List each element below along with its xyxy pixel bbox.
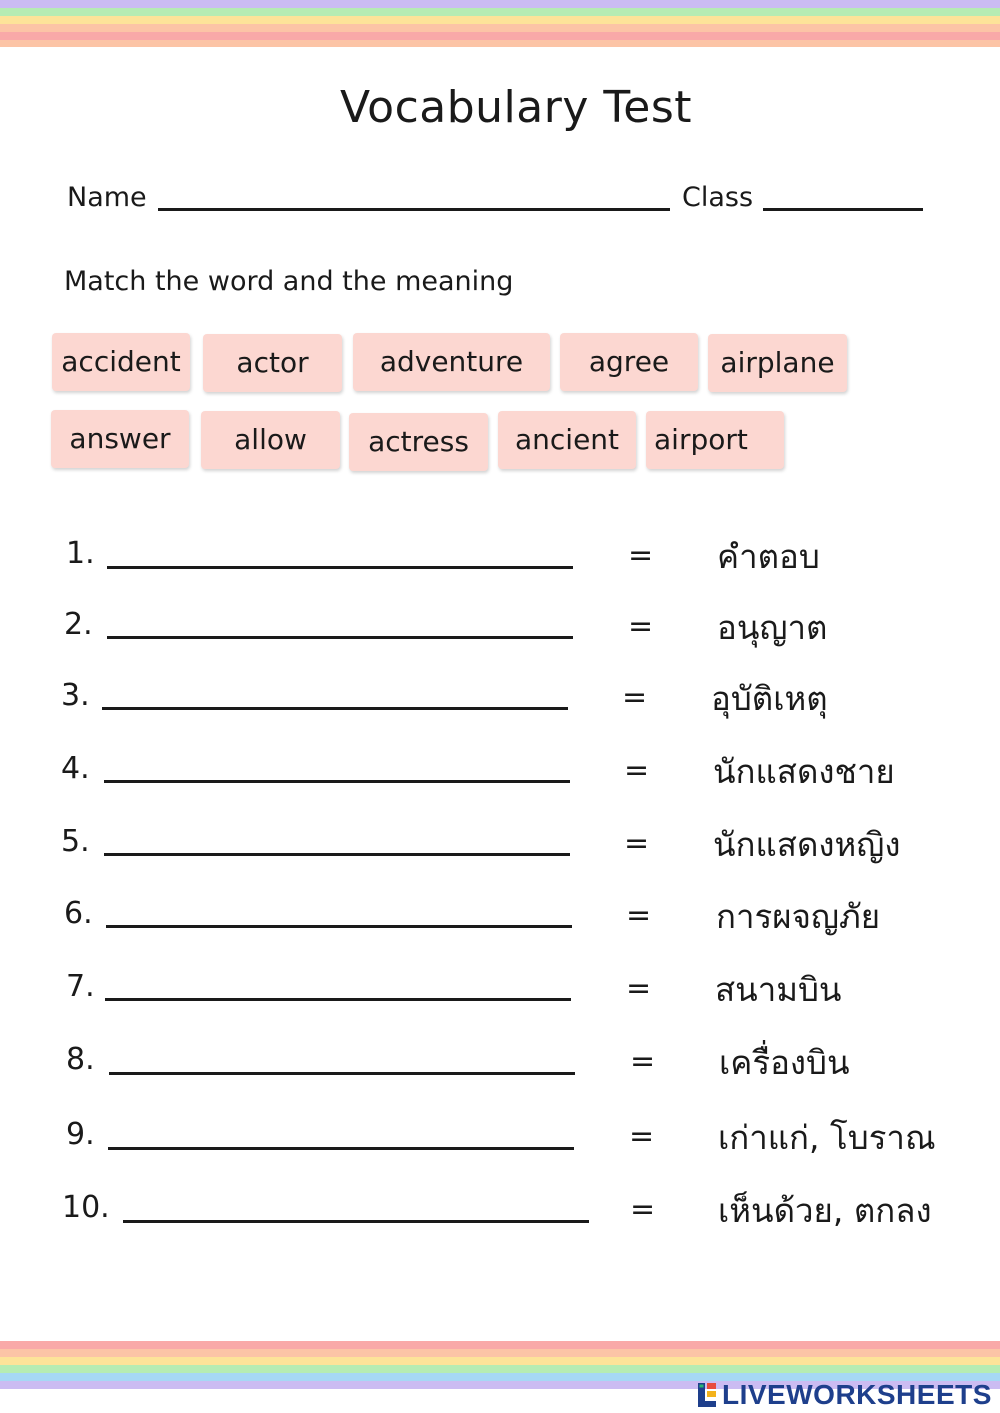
item-number: 5. — [61, 824, 90, 859]
equals-sign: = — [628, 538, 654, 573]
liveworksheets-logo[interactable] — [696, 1378, 992, 1412]
word-chip[interactable]: accident — [52, 333, 190, 391]
instruction-text: Match the word and the meaning — [64, 266, 514, 297]
word-chip[interactable]: adventure — [353, 333, 550, 391]
name-label: Name — [67, 182, 147, 213]
name-field[interactable] — [158, 208, 670, 211]
item-number: 6. — [64, 896, 93, 931]
class-field[interactable] — [763, 208, 923, 211]
word-chip[interactable]: allow — [201, 411, 340, 469]
word-chip[interactable]: airplane — [708, 334, 847, 392]
answer-blank[interactable] — [102, 707, 568, 710]
thai-meaning: เครื่องบิน — [719, 1043, 850, 1082]
thai-meaning: นักแสดงชาย — [713, 752, 895, 791]
thai-meaning: นักแสดงหญิง — [713, 825, 901, 864]
answer-blank[interactable] — [107, 636, 573, 639]
item-number: 3. — [61, 678, 90, 713]
answer-blank[interactable] — [109, 1072, 575, 1075]
thai-meaning: เห็นด้วย, ตกลง — [718, 1191, 932, 1230]
answer-blank[interactable] — [106, 925, 572, 928]
thai-meaning: คำตอบ — [717, 537, 820, 576]
thai-meaning: การผจญภัย — [716, 897, 881, 936]
word-chip[interactable]: agree — [560, 333, 698, 391]
word-chip[interactable]: airport — [646, 411, 784, 469]
top-rainbow-border — [0, 0, 1000, 47]
equals-sign: = — [630, 1044, 656, 1079]
item-number: 7. — [66, 969, 95, 1004]
equals-sign: = — [629, 1119, 655, 1154]
equals-sign: = — [628, 609, 654, 644]
word-chip[interactable]: ancient — [498, 411, 636, 469]
logo-text: LIVEWORKSHEETS — [722, 1379, 992, 1410]
equals-sign: = — [630, 1192, 656, 1227]
word-chip[interactable]: actress — [349, 413, 488, 471]
equals-sign: = — [626, 898, 652, 933]
answer-blank[interactable] — [105, 998, 571, 1001]
answer-blank[interactable] — [123, 1220, 589, 1223]
thai-meaning: สนามบิน — [715, 970, 842, 1009]
item-number: 8. — [66, 1042, 95, 1077]
thai-meaning: อุบัติเหตุ — [711, 679, 828, 718]
answer-blank[interactable] — [107, 566, 573, 569]
item-number: 9. — [66, 1117, 95, 1152]
item-number: 4. — [61, 751, 90, 786]
equals-sign: = — [626, 971, 652, 1006]
class-label: Class — [682, 182, 754, 213]
item-number: 1. — [66, 536, 95, 571]
thai-meaning: อนุญาต — [717, 608, 828, 647]
item-number: 2. — [64, 607, 93, 642]
answer-blank[interactable] — [108, 1147, 574, 1150]
liveworksheets-logo-icon — [696, 1381, 718, 1409]
answer-blank[interactable] — [104, 853, 570, 856]
answer-blank[interactable] — [104, 780, 570, 783]
equals-sign: = — [624, 826, 650, 861]
item-number: 10. — [62, 1190, 110, 1225]
page-title: Vocabulary Test — [339, 82, 693, 133]
word-chip[interactable]: answer — [51, 410, 189, 468]
thai-meaning: เก่าแก่, โบราณ — [718, 1118, 936, 1157]
equals-sign: = — [624, 753, 650, 788]
word-chip[interactable]: actor — [203, 334, 342, 392]
equals-sign: = — [622, 680, 648, 715]
